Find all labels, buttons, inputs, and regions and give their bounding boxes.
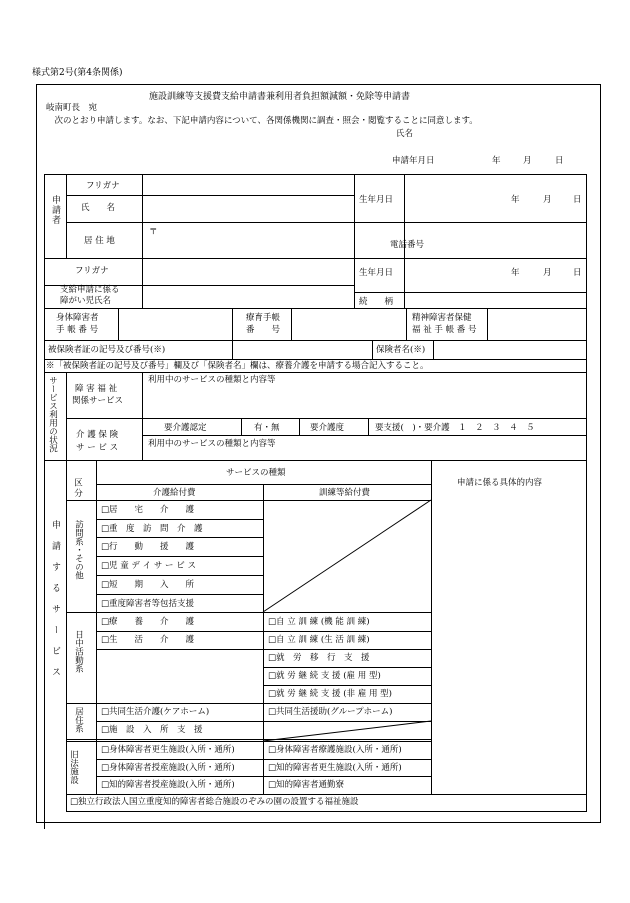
mental-handbook-label-1: 精神障害者保健 bbox=[412, 313, 472, 323]
service-home-care[interactable]: □居 宅 介 護 bbox=[101, 505, 195, 515]
care-insurance-label-1: 介 護 保 険 bbox=[76, 430, 119, 440]
mental-handbook-label-2: 福 祉 手 帳 番 号 bbox=[412, 325, 477, 335]
applicant-name-label: 氏 名 bbox=[81, 203, 116, 213]
care-services-in-use-label: 利用中のサービスの種類と内容等 bbox=[148, 439, 276, 449]
welfare-service-label-2: 関係サービス bbox=[72, 396, 124, 406]
service-training-life[interactable]: □自 立 訓 練 (生 活 訓 練) bbox=[268, 635, 370, 645]
category-old-law: 旧法施設 bbox=[68, 750, 79, 784]
service-old-3[interactable]: □身体障害者授産施設(入所・通所) bbox=[101, 763, 235, 773]
usage-section-label: サービス利用の状況 bbox=[47, 376, 58, 453]
form-number: 様式第2号(第4条関係) bbox=[32, 68, 123, 78]
service-employment-transition[interactable]: □就 労 移 行 支 援 bbox=[268, 653, 370, 663]
service-old-5[interactable]: □知的障害者授産施設(入所・通所) bbox=[101, 780, 235, 790]
applicant-birth-day: 日 bbox=[573, 195, 582, 205]
kubun-label: 区分 bbox=[72, 478, 83, 499]
apply-date-label: 申請年月日 bbox=[392, 156, 435, 166]
service-type-header: サービスの種類 bbox=[226, 468, 286, 478]
child-name-label-2: 障がい児氏名 bbox=[60, 296, 112, 306]
consent-statement: 次のとおり申請します。なお、下記申請内容について、各関係機関に調査・照会・閲覧することに同意します。 bbox=[46, 116, 478, 126]
applicant-furigana-label: フリガナ bbox=[86, 181, 120, 191]
apply-date-year: 年 bbox=[492, 156, 501, 166]
service-facility-admission[interactable]: □施 設 入 所 支 援 bbox=[101, 725, 203, 735]
relation-label: 続 柄 bbox=[359, 297, 394, 307]
care-level-options[interactable]: 要支援( )・要介護 １ ２ ３ ４ ５ bbox=[375, 423, 535, 433]
child-birth-month: 月 bbox=[543, 268, 552, 278]
child-birth-label: 生年月日 bbox=[359, 268, 394, 278]
postal-mark: 〒 bbox=[149, 227, 158, 237]
applicant-birth-month: 月 bbox=[543, 195, 552, 205]
form-title: 施設訓練等支援費支給申請書兼利用者負担額減額・免除等申請書 bbox=[149, 92, 411, 102]
service-old-6[interactable]: □知的障害者通勤寮 bbox=[268, 780, 345, 790]
ryoiku-handbook-label-2: 番 号 bbox=[246, 325, 281, 335]
care-level-label: 要介護度 bbox=[310, 423, 345, 433]
service-old-2[interactable]: □身体障害者療護施設(入所・通所) bbox=[268, 745, 402, 755]
service-child-day[interactable]: □児 童 デ イ サ ー ビ ス bbox=[101, 561, 196, 571]
welfare-service-label-1: 障 害 福 祉 bbox=[75, 384, 118, 394]
service-medical-care[interactable]: □療 養 介 護 bbox=[101, 617, 195, 627]
applicant-birth-year: 年 bbox=[511, 195, 520, 205]
addressee: 岐南町長 宛 bbox=[46, 103, 98, 113]
service-comprehensive[interactable]: □重度障害者等包括支援 bbox=[101, 599, 195, 609]
physical-handbook-label-2: 手 帳 番 号 bbox=[56, 325, 99, 335]
child-birth-year: 年 bbox=[511, 268, 520, 278]
detail-header: 申請に係る具体的内容 bbox=[457, 478, 543, 488]
service-old-1[interactable]: □身体障害者更生施設(入所・通所) bbox=[101, 745, 235, 755]
insurance-note: ※「被保険者証の記号及び番号」欄及び「保険者名」欄は、療養介護を申請する場合記入すること。 bbox=[46, 361, 429, 371]
child-birth-day: 日 bbox=[573, 268, 582, 278]
service-behavior-support[interactable]: □行 動 援 護 bbox=[101, 542, 195, 552]
care-cert-value[interactable]: 有・無 bbox=[254, 423, 280, 433]
service-short-stay[interactable]: □短 期 入 所 bbox=[101, 580, 195, 590]
welfare-services-in-use-label: 利用中のサービスの種類と内容等 bbox=[148, 375, 276, 385]
service-old-4[interactable]: □知的障害者更生施設(入所・通所) bbox=[268, 763, 402, 773]
service-employment-a[interactable]: □就 労 継 続 支 援 (雇 用 型) bbox=[268, 671, 381, 681]
phone-label: 電話番号 bbox=[390, 240, 425, 250]
child-furigana-label: フリガナ bbox=[75, 266, 109, 276]
apply-section-label: 申請するサービス bbox=[50, 520, 60, 688]
category-home: 訪問系・その他 bbox=[73, 520, 84, 580]
care-cert-label: 要介護認定 bbox=[164, 423, 207, 433]
ryoiku-handbook-label-1: 療育手帳 bbox=[246, 313, 281, 323]
category-residential: 居住系 bbox=[73, 707, 84, 733]
service-severe-visit[interactable]: □重 度 訪 問 介 護 bbox=[101, 524, 203, 534]
insurance-number-label: 被保険者証の記号及び番号(※) bbox=[48, 345, 166, 355]
apply-date-month: 月 bbox=[523, 156, 532, 166]
applicant-address-label: 居 住 地 bbox=[84, 236, 115, 246]
service-training-function[interactable]: □自 立 訓 練 (機 能 訓 練) bbox=[268, 617, 370, 627]
kaigo-header: 介護給付費 bbox=[153, 488, 196, 498]
kunren-header: 訓練等給付費 bbox=[319, 488, 371, 498]
service-life-care[interactable]: □生 活 介 護 bbox=[101, 635, 195, 645]
applicant-section-label: 申請者 bbox=[50, 195, 60, 225]
service-nozomi-facility[interactable]: □独立行政法人国立重度知的障害者総合施設のぞみの園の設置する福祉施設 bbox=[70, 797, 359, 807]
service-employment-b[interactable]: □就 労 継 続 支 援 (非 雇 用 型) bbox=[268, 689, 392, 699]
category-day: 日中活動系 bbox=[73, 630, 84, 673]
signature-name-label: 氏名 bbox=[396, 129, 414, 139]
applicant-birth-label: 生年月日 bbox=[359, 195, 394, 205]
care-insurance-label-2: サ ー ビ ス bbox=[76, 443, 119, 453]
child-name-label-1: 支給申請に係る bbox=[60, 285, 120, 295]
apply-date-day: 日 bbox=[555, 156, 564, 166]
insurer-name-label: 保険者名(※) bbox=[376, 345, 426, 355]
physical-handbook-label-1: 身体障害者 bbox=[56, 313, 99, 323]
service-group-home[interactable]: □共同生活援助(グループホーム) bbox=[268, 707, 393, 717]
service-care-home[interactable]: □共同生活介護(ケアホーム) bbox=[101, 707, 210, 717]
